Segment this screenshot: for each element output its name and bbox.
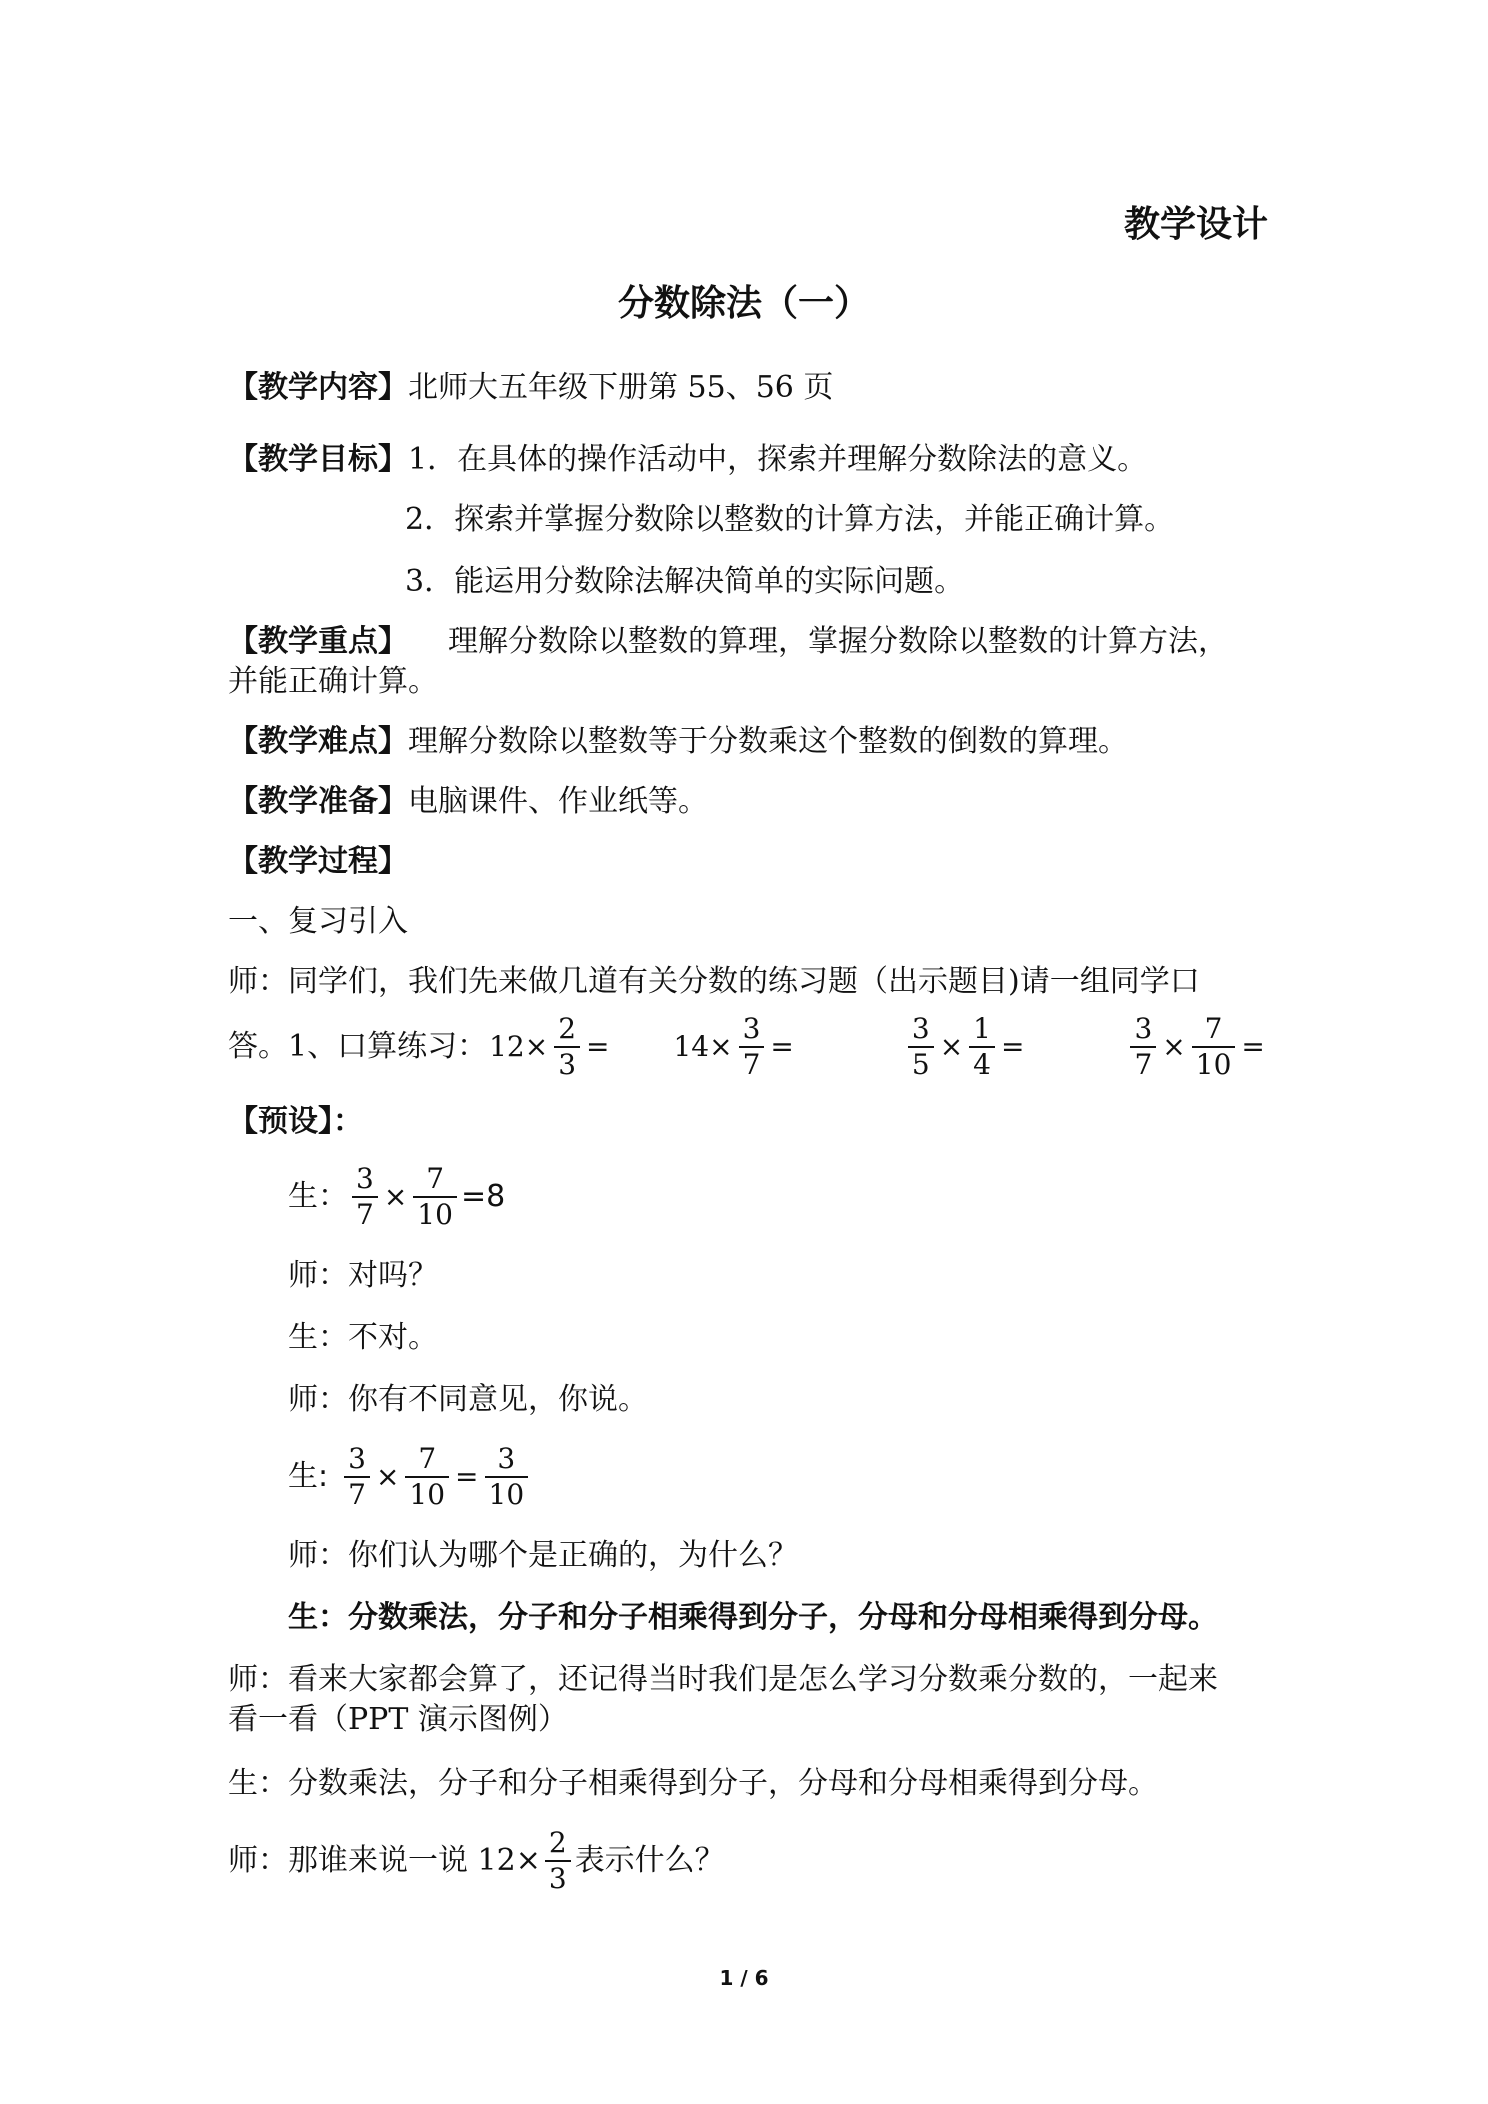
exercise-3-fraction-a [908, 1012, 934, 1082]
student-answer-1 [288, 1162, 505, 1232]
content-text: 北师大五年级下册第 55、56 页 [408, 370, 834, 405]
numerator: 3 [742, 1012, 761, 1045]
goal-item-3: 3．能运用分数除法解决简单的实际问题。 [405, 564, 965, 599]
fraction [545, 1826, 571, 1896]
key-points-row [228, 622, 1228, 662]
goal-item-1: 1．在具体的操作活动中，探索并理解分数除法的意义。 [408, 442, 1148, 477]
numerator: 3 [497, 1442, 516, 1475]
times-sign: × [383, 1180, 408, 1213]
difficulty-text: 理解分数除以整数等于分数乘这个整数的倒数的算理。 [408, 724, 1128, 759]
preparation-label: 【教学准备】 [228, 784, 408, 819]
denominator: 10 [409, 1478, 446, 1511]
teacher-remark-line-1: 师：看来大家都会算了，还记得当时我们是怎么学习分数乘分数的，一起来 [228, 1662, 1218, 1697]
teacher-question-2: 师：你有不同意见，你说。 [288, 1382, 648, 1417]
denominator: 4 [973, 1048, 991, 1081]
student-prefix: 生: [288, 1459, 329, 1494]
exercise-2-int: 14× [673, 1030, 733, 1063]
fraction [405, 1442, 449, 1512]
denominator: 3 [558, 1048, 577, 1081]
student-answer-5: 生：分数乘法，分子和分子相乘得到分子，分母和分母相乘得到分母。 [228, 1766, 1158, 1801]
equals-sign: = [455, 1460, 479, 1493]
equals-sign: = [1001, 1030, 1025, 1063]
numerator: 7 [418, 1442, 437, 1475]
exercise-3-fraction-b [969, 1012, 995, 1082]
numerator: 3 [1134, 1012, 1153, 1045]
numerator: 3 [911, 1012, 930, 1045]
difficulty-row [228, 722, 1128, 762]
preparation-row [228, 782, 708, 822]
denominator: 7 [348, 1478, 366, 1511]
section-review: 一、复习引入 [228, 904, 408, 939]
teacher-question-4 [228, 1826, 725, 1896]
fraction [485, 1442, 529, 1512]
content-row [228, 368, 833, 408]
fraction [413, 1162, 457, 1232]
numerator: 7 [426, 1162, 445, 1195]
preparation-text: 电脑课件、作业纸等。 [408, 784, 708, 819]
exercise-row [228, 1012, 1267, 1082]
difficulty-label: 【教学难点】 [228, 724, 408, 759]
denominator: 7 [742, 1048, 761, 1081]
denominator: 5 [911, 1048, 930, 1081]
denominator: 10 [417, 1198, 453, 1231]
denominator: 7 [356, 1198, 374, 1231]
denominator: 10 [488, 1478, 525, 1511]
numerator: 3 [356, 1162, 374, 1195]
numerator: 7 [1204, 1012, 1223, 1045]
goals-row [228, 440, 1147, 480]
result: =8 [460, 1179, 506, 1214]
key-points-label: 【教学重点】 [228, 624, 408, 659]
numerator: 1 [973, 1012, 991, 1045]
numerator: 2 [548, 1826, 567, 1859]
denominator: 10 [1195, 1048, 1232, 1081]
teacher-question-1: 师：对吗？ [288, 1258, 438, 1293]
lesson-title: 分数除法（一） [617, 283, 870, 324]
key-points-text-1: 理解分数除以整数的算理，掌握分数除以整数的计算方法， [448, 624, 1228, 659]
content-label: 【教学内容】 [228, 370, 408, 405]
teacher-remark-line-2: 看一看（PPT 演示图例） [228, 1702, 568, 1737]
denominator: 3 [548, 1862, 567, 1895]
preset-label: 【预设】： [228, 1104, 363, 1139]
key-points-text-2: 并能正确计算。 [228, 664, 438, 699]
student-answer-2: 生：不对。 [288, 1320, 438, 1355]
page-number: 1 / 6 [719, 1966, 769, 1990]
goal-item-2: 2．探索并掌握分数除以整数的计算方法，并能正确计算。 [405, 502, 1175, 537]
equals-sign: = [586, 1030, 610, 1063]
teacher-intro-line-1: 师：同学们，我们先来做几道有关分数的练习题（出示题目)请一组同学口 [228, 964, 1200, 999]
denominator: 7 [1134, 1048, 1153, 1081]
numerator: 2 [558, 1012, 577, 1045]
exercise-4-fraction-b [1192, 1012, 1236, 1082]
student-prefix: 生： [288, 1179, 348, 1214]
process-label: 【教学过程】 [228, 844, 408, 879]
exercise-1-fraction [554, 1012, 580, 1082]
goals-label: 【教学目标】 [228, 442, 408, 477]
student-answer-4: 生：分数乘法，分子和分子相乘得到分子，分母和分母相乘得到分母。 [288, 1600, 1218, 1635]
fraction [344, 1442, 370, 1512]
times-sign: × [939, 1030, 964, 1063]
header-title: 教学设计 [1123, 204, 1268, 245]
teacher-intro-line-2: 答。1、口算练习： [228, 1029, 488, 1064]
question-prefix: 师：那谁来说一说 12× [228, 1843, 541, 1878]
equals-sign: = [770, 1030, 794, 1063]
exercise-1-int: 12× [489, 1030, 549, 1063]
fraction [352, 1162, 378, 1232]
numerator: 3 [348, 1442, 366, 1475]
teacher-question-3: 师：你们认为哪个是正确的，为什么？ [288, 1538, 798, 1573]
exercise-4-fraction-a [1130, 1012, 1156, 1082]
student-answer-3 [288, 1442, 532, 1512]
exercise-2-fraction [739, 1012, 765, 1082]
times-sign: × [375, 1460, 400, 1493]
times-sign: × [1162, 1030, 1186, 1063]
equals-sign: = [1241, 1030, 1265, 1063]
question-suffix: 表示什么？ [574, 1843, 725, 1878]
